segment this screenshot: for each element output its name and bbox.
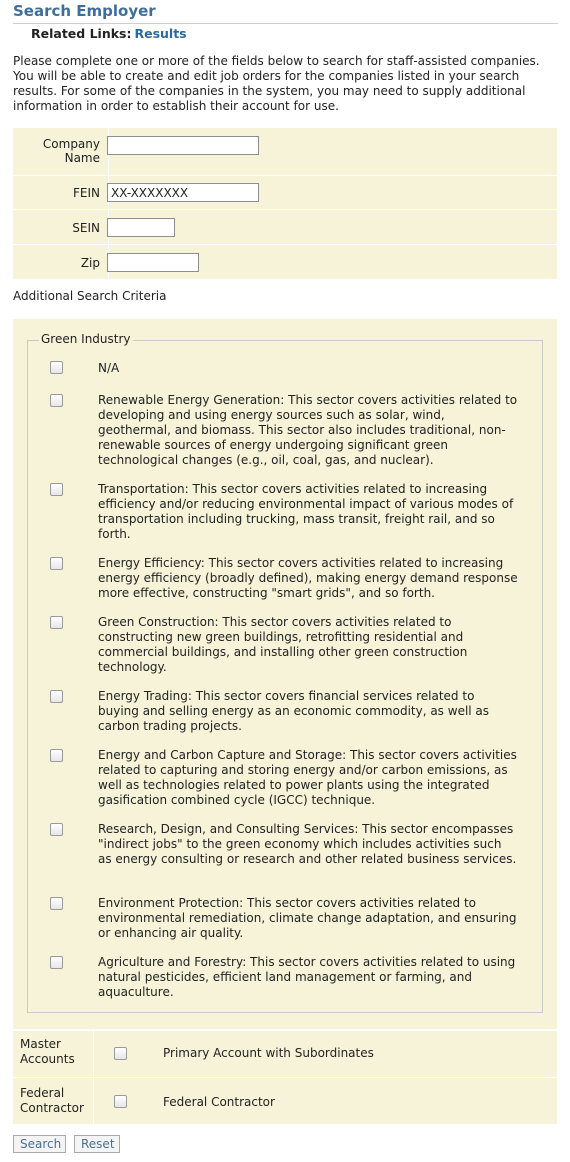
checkbox[interactable]: [50, 483, 63, 496]
option-label: N/A: [98, 361, 120, 375]
checkbox[interactable]: [50, 690, 63, 703]
fein-input[interactable]: [107, 183, 259, 202]
reset-button[interactable]: Reset: [74, 1135, 120, 1153]
primary-account-label: Primary Account with Subordinates: [163, 1046, 374, 1060]
green-industry-panel: [13, 319, 557, 1029]
company-name-row: [13, 128, 557, 175]
sein-label: SEIN: [72, 221, 100, 235]
zip-row: [13, 244, 557, 279]
federal-contractor-label: Federal Contractor: [20, 1086, 84, 1115]
fein-label: FEIN: [73, 186, 100, 200]
master-accounts-label: Master Accounts: [20, 1037, 75, 1066]
master-accounts-row: [13, 1031, 557, 1077]
fein-row: [13, 175, 557, 209]
intro-text: Please complete one or more of the fields below to search for staff-assisted companies. You will be able to create and edit job orders for the companies listed in your search results. For some of the companies in the system, you may need to supply additional information in order to establish their account for use.: [13, 54, 540, 113]
checkbox[interactable]: [50, 361, 63, 374]
related-links-label: Related Links:: [31, 26, 132, 41]
option-label: Research, Design, and Consulting Services: This sector encompasses "indirect jobs" to the green economy which includes activities such as energy consulting or research and other related business services.: [98, 822, 517, 866]
option-label: Energy Trading: This sector covers financial services related to buying and selling energy as an economic commodity, as well as carbon trading projects.: [98, 689, 490, 733]
checkbox[interactable]: [50, 394, 63, 407]
checkbox[interactable]: [50, 897, 63, 910]
green-industry-legend: Green Industry: [41, 332, 131, 346]
zip-label: Zip: [80, 256, 100, 270]
option-label: Energy Efficiency: This sector covers activities related to increasing energy efficiency (broadly defined), making energy demand response more effective, constructing "smart grids", and so forth.: [98, 556, 518, 600]
checkbox[interactable]: [50, 956, 63, 969]
option-label: Environment Protection: This sector covers activities related to environmental remediation, climate change adaptation, and ensuring or enhancing air quality.: [98, 896, 517, 940]
checkbox[interactable]: [50, 557, 63, 570]
checkbox[interactable]: [50, 616, 63, 629]
federal-contractor-row: [13, 1077, 557, 1124]
company-name-input[interactable]: [107, 136, 259, 155]
search-fields-panel: [13, 128, 557, 279]
sein-row: [13, 209, 557, 244]
account-options-panel: [13, 1031, 557, 1124]
option-label: Renewable Energy Generation: This sector covers activities related to developing and using energy sources such as solar, wind, geothermal, and biomass. This sector also includes traditional, non-renewable sources of energy undergoing significant green technological changes (e.g., oil, coal, gas, and nuclear).: [98, 393, 518, 467]
option-label: Transportation: This sector covers activities related to increasing efficiency and/or reducing environmental impact of various modes of transportation including trucking, mass transit, freight rail, and so forth.: [98, 482, 514, 541]
zip-input[interactable]: [107, 253, 199, 272]
option-label: Green Construction: This sector covers activities related to constructing new green buildings, retrofitting residential and commercial buildings, and installing other green construction technology.: [98, 615, 468, 674]
sein-input[interactable]: [107, 218, 175, 237]
checkbox[interactable]: [50, 823, 63, 836]
federal-contractor-checkbox[interactable]: [114, 1095, 127, 1108]
primary-account-checkbox[interactable]: [114, 1047, 127, 1060]
federal-contractor-option-label: Federal Contractor: [163, 1095, 275, 1109]
additional-search-criteria-label: Additional Search Criteria: [13, 289, 167, 303]
option-label: Agriculture and Forestry: This sector covers activities related to using natural pesticides, efficient land management or farming, and aquaculture.: [98, 955, 516, 999]
option-label: Energy and Carbon Capture and Storage: This sector covers activities related to capturing and storing energy and/or carbon emissions, as well as technologies related to power plants using the integrated gasification combined cycle (IGCC) technique.: [98, 748, 517, 807]
row-divider: [93, 1078, 94, 1124]
search-button[interactable]: Search: [13, 1135, 66, 1153]
company-name-label: Company Name: [42, 137, 100, 165]
results-link[interactable]: Results: [134, 26, 187, 41]
page-title: Search Employer: [13, 2, 558, 24]
related-links: [31, 26, 187, 41]
checkbox[interactable]: [50, 749, 63, 762]
row-divider: [93, 1031, 94, 1077]
